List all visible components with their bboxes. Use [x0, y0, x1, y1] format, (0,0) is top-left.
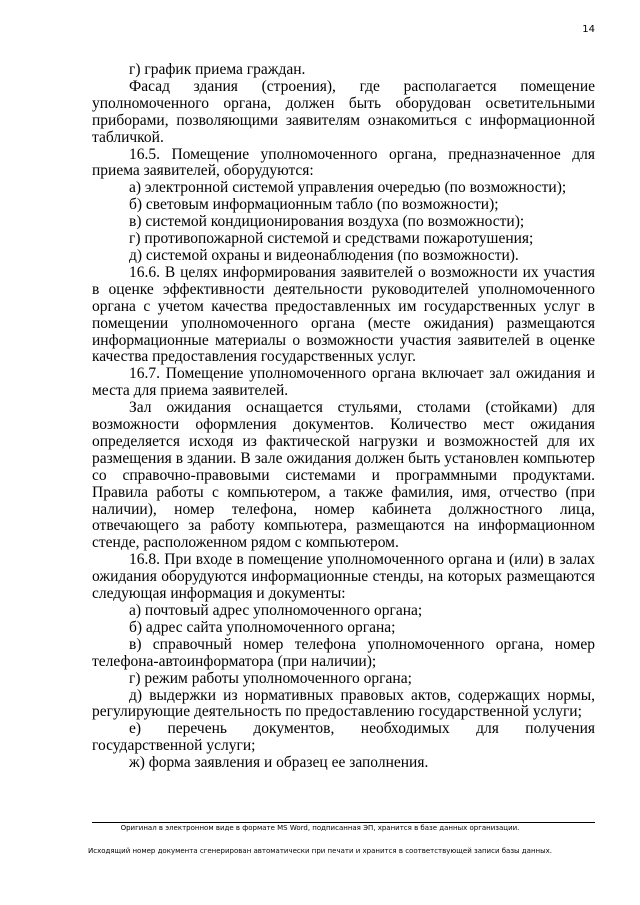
list-item: д) выдержки из нормативных правовых актов, содержащих нормы, регулирующие деятельность по предоставлению государственной услуги; — [92, 686, 595, 721]
document-body — [92, 62, 595, 772]
footer-note-original: Оригинал в электронном виде в формате MS Word, подписанная ЭП, хранится в базе данных организации. — [120, 824, 520, 832]
list-item: в) системой кондиционирования воздуха (по возможности); — [129, 213, 525, 231]
page-number: 14 — [582, 24, 595, 35]
footer-note-document-number: Исходящий номер документа сгенерирован автоматически при печати и хранится в соответствующей записи базы данных. — [88, 847, 552, 855]
paragraph: г) график приема граждан. — [129, 61, 306, 78]
list-item: б) адрес сайта уполномоченного органа; — [129, 618, 396, 636]
paragraph: 16.5. Помещение уполномоченного органа, предназначенное для приема заявителей, оборудуются: — [92, 145, 595, 180]
list-item: г) режим работы уполномоченного органа; — [129, 669, 412, 687]
list-item: д) системой охраны и видеонаблюдения (по возможности). — [129, 246, 519, 264]
list-item: в) справочный номер телефона уполномоченного органа, номер телефона-автоинформатора (при наличии); — [92, 635, 595, 670]
list-item: г) противопожарной системой и средствами пожаротушения; — [129, 230, 534, 248]
paragraph: Зал ожидания оснащается стульями, столами (стойками) для возможности оформления документов. Количество мест ожидания определяется исходя из фактической нагрузки и возможностей для их размещения в здании. В зале ожидания должен быть установлен компьютер со справочно-правовыми системами и программными продуктами. Правила работы с компьютером, а также фамилия, имя, отчество (при наличии), номер телефона, номер кабинета должностного лица, отвечающего за работу компьютера, размещаются на информационном стенде, расположенном рядом с компьютером. — [92, 399, 595, 552]
list-item: б) световым информационным табло (по возможности); — [129, 196, 499, 214]
paragraph: Фасад здания (строения), где располагается помещение уполномоченного органа, должен быть оборудован осветительными приборами, позволяющими заявителям ознакомиться с информационной табличкой. — [92, 77, 595, 146]
list-item: а) почтовый адрес уполномоченного органа; — [129, 602, 423, 619]
list-item: а) электронной системой управления очередью (по возможности); — [129, 179, 567, 197]
paragraph: 16.8. При входе в помещение уполномоченного органа и (или) в залах ожидания оборудуются информационные стенды, на которых размещаются следующая информация и документы: — [92, 551, 595, 603]
footer-divider — [92, 822, 595, 823]
list-item: ж) форма заявления и образец ее заполнения. — [129, 754, 429, 772]
paragraph: 16.6. В целях информирования заявителей о возможности их участия в оценке эффективности деятельности руководителей уполномоченного органа с учетом качества предоставленных им государственных услуг в помещении уполномоченного органа (месте ожидания) размещаются информационные материалы о возможности участия заявителей в оценке качества предоставления государственных услуг. — [92, 263, 595, 366]
list-item: е) перечень документов, необходимых для получения государственной услуги; — [92, 720, 595, 755]
paragraph: 16.7. Помещение уполномоченного органа включает зал ожидания и места для приема заявителей. — [92, 365, 595, 400]
